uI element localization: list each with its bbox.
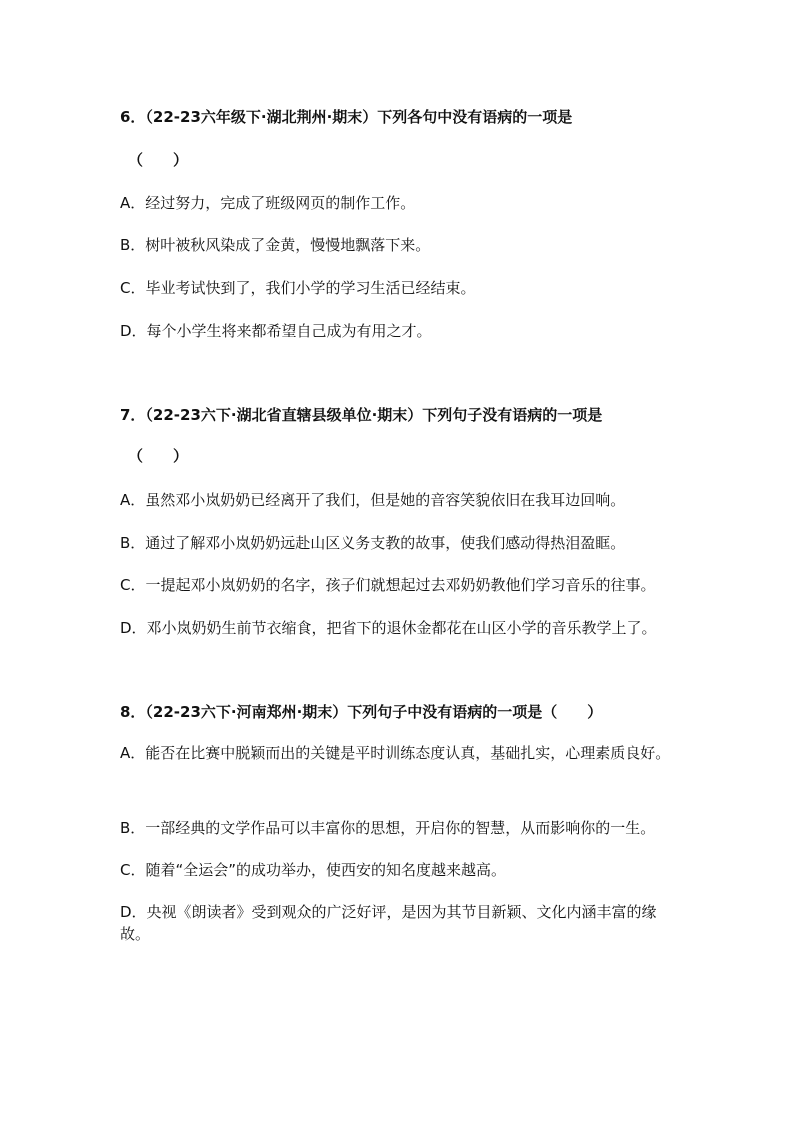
question-6-option-d: D．每个小学生将来都希望自己成为有用之才。 <box>120 322 432 340</box>
question-6-option-c: C．毕业考试快到了，我们小学的学习生活已经结束。 <box>120 279 476 297</box>
question-7-option-c: C．一提起邓小岚奶奶的名字，孩子们就想起过去邓奶奶教他们学习音乐的往事。 <box>120 576 656 594</box>
question-7-stem: 7．（22-23六下·湖北省直辖县级单位·期末）下列句子没有语病的一项是 <box>120 406 603 424</box>
question-6-answer-blank: （ ） <box>128 151 189 169</box>
question-8-option-d: D．央视《朗读者》受到观众的广泛好评，是因为其节目新颖、文化内涵丰富的缘故。 <box>120 903 657 943</box>
question-7-option-d: D．邓小岚奶奶生前节衣缩食，把省下的退休金都花在山区小学的音乐教学上了。 <box>120 619 657 637</box>
question-8-stem: 8．（22-23六下·河南郑州·期末）下列句子中没有语病的一项是（ ） <box>120 703 603 721</box>
question-7-option-a: A．虽然邓小岚奶奶已经离开了我们，但是她的音容笑貌依旧在我耳边回响。 <box>120 491 626 509</box>
question-8-option-b: B．一部经典的文学作品可以丰富你的思想，开启你的智慧，从而影响你的一生。 <box>120 819 656 837</box>
question-6-option-b: B．树叶被秋风染成了金黄，慢慢地飘落下来。 <box>120 236 431 254</box>
question-8-option-c: C．随着“全运会”的成功举办，使西安的知名度越来越高。 <box>120 861 507 879</box>
question-7-answer-blank: （ ） <box>128 447 189 465</box>
question-8-option-a: A．能否在比赛中脱颖而出的关键是平时训练态度认真，基础扎实，心理素质良好。 <box>120 744 671 762</box>
question-6-stem: 6．（22-23六年级下·湖北荆州·期末）下列各句中没有语病的一项是 <box>120 108 573 126</box>
question-6-option-a: A．经过努力，完成了班级网页的制作工作。 <box>120 194 416 212</box>
question-7-option-b: B．通过了解邓小岚奶奶远赴山区义务支教的故事，使我们感动得热泪盈眶。 <box>120 534 626 552</box>
